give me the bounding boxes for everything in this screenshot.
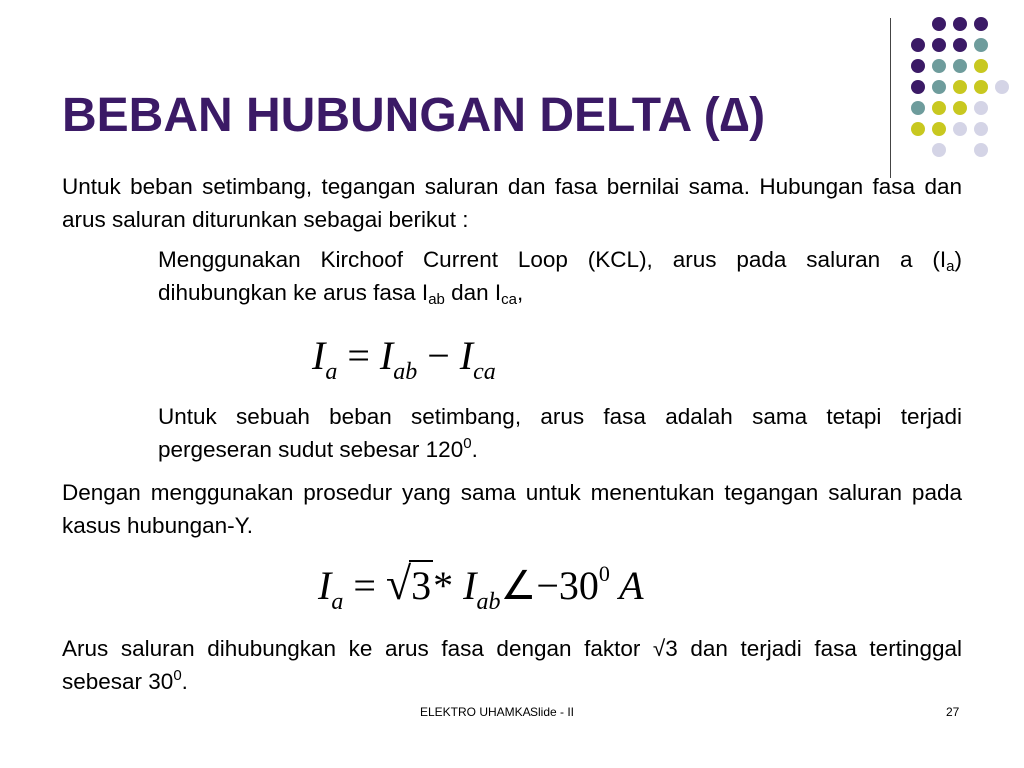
decorative-dot [911,80,925,94]
decorative-dot [932,59,946,73]
decorative-dot [953,59,967,73]
decorative-dot [911,59,925,73]
equation-kcl: $I_a = I_{ab} - I_{ca}$ [312,333,496,385]
decorative-dot [932,38,946,52]
decorative-dot [995,80,1009,94]
decorative-dot [911,38,925,52]
divider-line [890,18,891,178]
decorative-dot [974,101,988,115]
decorative-dot [911,122,925,136]
decorative-dot [932,101,946,115]
paragraph-5: Arus saluran dihubungkan ke arus fasa dengan faktor √3 dan terjadi fasa tertinggal sebesar $30^0$. [62,636,962,694]
decorative-dot [932,80,946,94]
decorative-dot [974,143,988,157]
equation-line-current: $I_a = √3*$ $I_{ab}\angle-30^0$ A [318,558,644,615]
decorative-dot [932,17,946,31]
decorative-dot [974,59,988,73]
decorative-dot [953,101,967,115]
paragraph-4: Dengan menggunakan prosedur yang sama untuk menentukan tegangan saluran pada kasus hubungan-Y. [62,480,962,538]
page-number: 27 [946,705,960,719]
decorative-dot [911,101,925,115]
paragraph-1: Untuk beban setimbang, tegangan saluran dan fasa bernilai sama. Hubungan fasa dan arus saluran diturunkan sebagai berikut : [62,174,962,232]
decorative-dot [953,38,967,52]
square-root: √3 [385,558,432,609]
footer-slide-label: Slide - II [530,705,575,719]
decorative-dot [953,122,967,136]
decorative-dot [953,80,967,94]
angle-symbol: ∠ [500,563,537,608]
decorative-dot [974,122,988,136]
paragraph-2: Menggunakan Kirchoof Current Loop (KCL), arus pada saluran a $(I_a)$ dihubungkan ke arus fasa $I_{ab}$ dan $I_{ca}$, [158,247,962,308]
decorative-dot [974,80,988,94]
paragraph-3: Untuk sebuah beban setimbang, arus fasa adalah sama tetapi terjadi pergeseran sudut sebesar $120^0$. [158,404,962,462]
decorative-dot [932,122,946,136]
decorative-dot [953,17,967,31]
decorative-dot [932,143,946,157]
decorative-dot [974,17,988,31]
footer-label: ELEKTRO UHAMKA [420,705,531,719]
decorative-dot [974,38,988,52]
slide-title: BEBAN HUBUNGAN DELTA (∆) [62,89,766,142]
